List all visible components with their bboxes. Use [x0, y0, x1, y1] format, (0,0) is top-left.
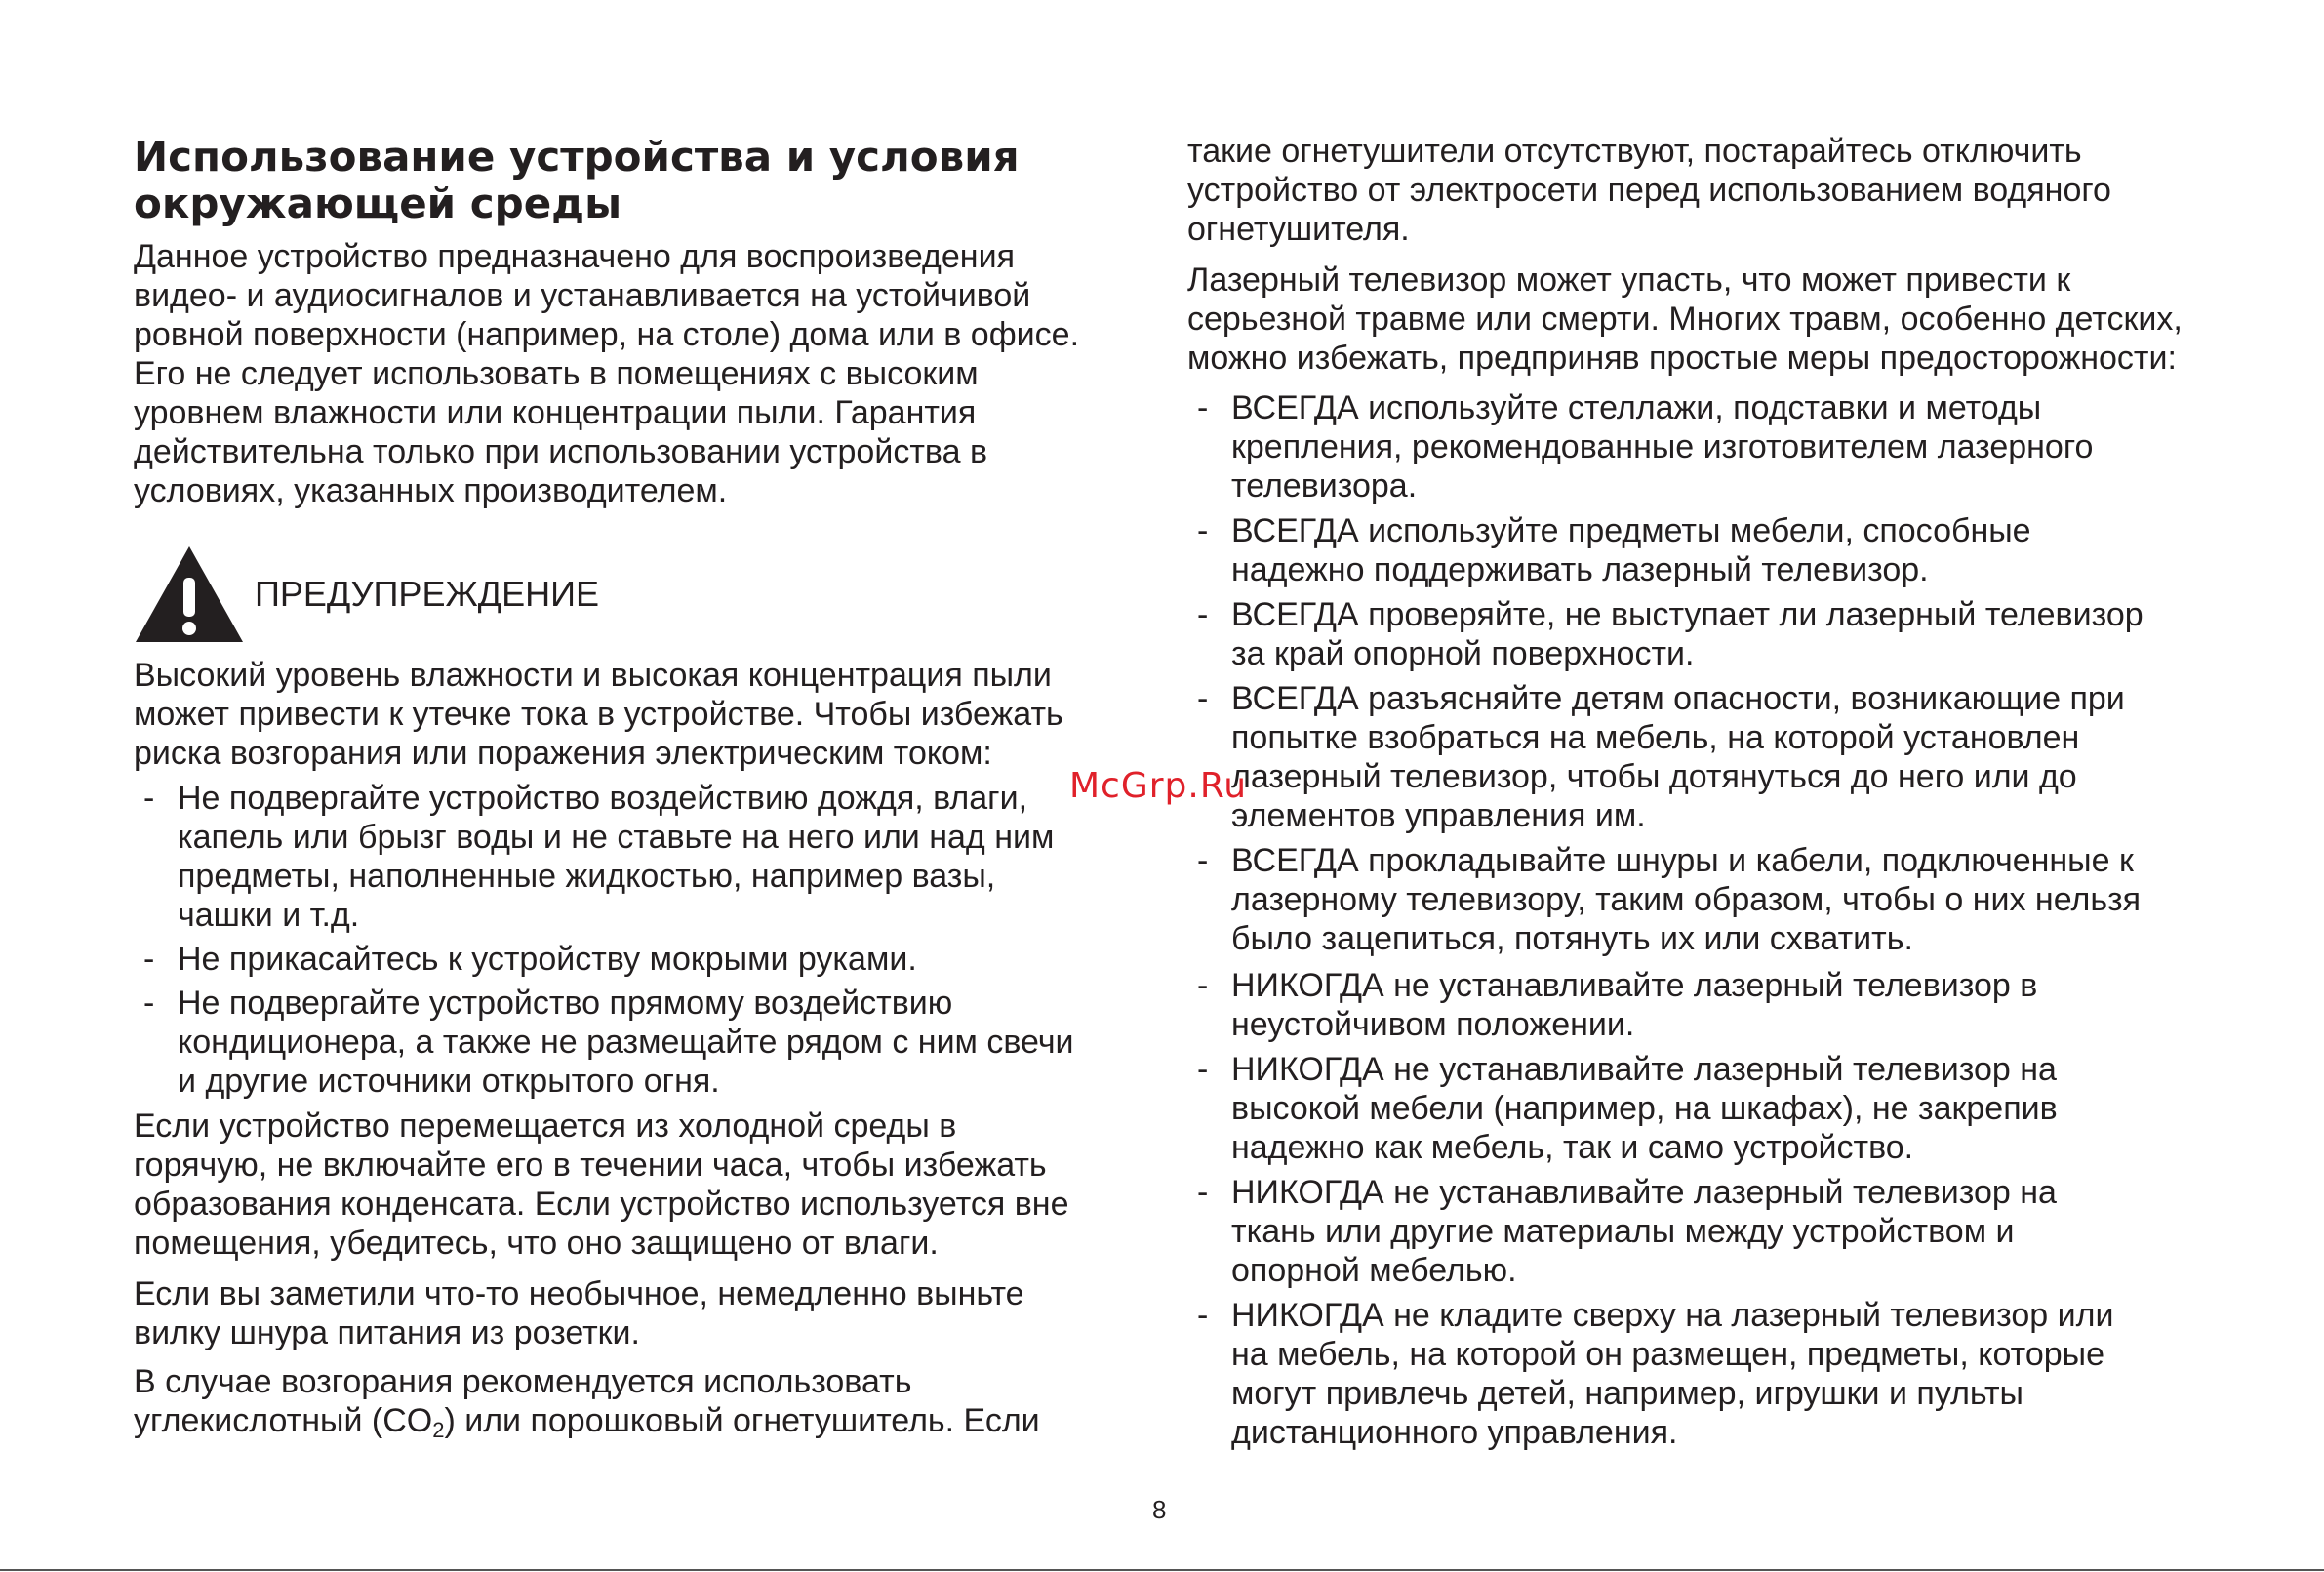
text-line: чашки и т.д.: [178, 897, 360, 934]
text-line: ровной поверхности (например, на столе) дома или в офисе.: [134, 316, 1080, 353]
text-line: Данное устройство предназначено для воспроизведения: [134, 238, 1015, 275]
text-line: риска возгорания или поражения электрическим током:: [134, 735, 992, 772]
page-number: 8: [1152, 1495, 1167, 1524]
text-line: кондиционера, а также не размещайте рядом с ним свечи: [178, 1024, 1074, 1061]
text-line: Высокий уровень влажности и высокая концентрация пыли: [134, 657, 1052, 694]
text-line: ВСЕГДА разъясняйте детям опасности, возникающие при: [1231, 680, 2125, 717]
bullet-dash: -: [1197, 596, 1209, 633]
text-line: [134, 1401, 1148, 1440]
text-line: огнетушителя.: [1187, 211, 1410, 248]
title-line: окружающей среды: [134, 180, 622, 227]
continuation-paragraph: [1187, 132, 2222, 249]
bullet-dash: -: [1197, 1174, 1209, 1211]
bullet-dash: -: [143, 941, 155, 978]
text-line: надежно как мебель, так и само устройство.: [1231, 1129, 1914, 1166]
text-line: высокой мебели (например, на шкафах), не закрепив: [1231, 1090, 2058, 1127]
text-line: можно избежать, предприняв простые меры предосторожности:: [1187, 340, 2177, 377]
text-line: крепления, рекомендованные изготовителем лазерного: [1231, 428, 2094, 465]
warning-triangle-icon: [134, 544, 245, 644]
text-line: вилку шнура питания из розетки.: [134, 1314, 640, 1351]
text-line: ВСЕГДА прокладывайте шнуры и кабели, подключенные к: [1231, 842, 2134, 879]
text-line: серьезной травме или смерти. Многих травм, особенно детских,: [1187, 301, 2183, 338]
bottom-divider: [0, 1569, 2324, 1571]
text-line: НИКОГДА не кладите сверху на лазерный телевизор или: [1231, 1297, 2114, 1334]
text-line: опорной мебелью.: [1231, 1252, 1517, 1289]
fire-text-start: углекислотный (CO: [134, 1402, 433, 1439]
watermark: McGrp.Ru: [1069, 766, 1248, 806]
bullet-dash: -: [1197, 1297, 1209, 1334]
text-line: Лазерный телевизор может упасть, что может привести к: [1187, 262, 2071, 299]
text-line: ВСЕГДА проверяйте, не выступает ли лазерный телевизор: [1231, 596, 2144, 633]
text-line: НИКОГДА не устанавливайте лазерный телевизор на: [1231, 1174, 2057, 1211]
text-line: Его не следует использовать в помещениях с высоким: [134, 355, 979, 392]
text-line: НИКОГДА не устанавливайте лазерный телевизор в: [1231, 967, 2038, 1004]
warning-heading: [134, 544, 817, 644]
text-line: попытке взобраться на мебель, на которой установлен: [1231, 719, 2080, 756]
text-line: Если вы заметили что-то необычное, немедленно выньте: [134, 1275, 1024, 1312]
text-line: на мебель, на которой он размещен, предметы, которые: [1231, 1336, 2105, 1373]
text-line: помещения, убедитесь, что оно защищено от влаги.: [134, 1225, 939, 1262]
warning-label: ПРЕДУПРЕЖДЕНИЕ: [255, 574, 599, 614]
text-line: НИКОГДА не устанавливайте лазерный телевизор на: [1231, 1051, 2057, 1088]
text-line: элементов управления им.: [1231, 797, 1646, 834]
co2-subscript: 2: [432, 1418, 445, 1442]
text-line: Если устройство перемещается из холодной среды в: [134, 1108, 957, 1145]
fire-text-end: ) или порошковый огнетушитель. Если: [444, 1402, 1040, 1439]
text-line: устройство от электросети перед использованием водяного: [1187, 172, 2111, 209]
text-line: ткань или другие материалы между устройством и: [1231, 1213, 2015, 1250]
title-line: Использование устройства и условия: [134, 133, 1020, 181]
tipping-paragraph: [1187, 261, 2222, 378]
text-line: горячую, не включайте его в течении часа, чтобы избежать: [134, 1147, 1047, 1184]
text-line: такие огнетушители отсутствуют, постарайтесь отключить: [1187, 133, 2082, 170]
text-line: и другие источники открытого огня.: [178, 1063, 720, 1100]
page-title: [134, 134, 1020, 227]
bullet-dash: -: [1197, 1051, 1209, 1088]
unusual-paragraph: [134, 1274, 1148, 1352]
intro-paragraph: [134, 237, 1148, 510]
text-line: надежно поддерживать лазерный телевизор.: [1231, 551, 1929, 588]
text-line: образования конденсата. Если устройство используется вне: [134, 1186, 1069, 1223]
text-line: условиях, указанных производителем.: [134, 472, 728, 509]
text-line: предметы, наполненные жидкостью, например вазы,: [178, 858, 996, 895]
bullet-dash: -: [1197, 842, 1209, 879]
text-line: было зацепиться, потянуть их или схватить.: [1231, 920, 1913, 957]
text-line: В случае возгорания рекомендуется использовать: [134, 1363, 912, 1400]
text-line: Не подвергайте устройство воздействию дождя, влаги,: [178, 780, 1028, 817]
text-line: дистанционного управления.: [1231, 1414, 1678, 1451]
fire-paragraph: [134, 1362, 1148, 1440]
warning-intro: [134, 656, 1148, 773]
bullet-dash: -: [1197, 512, 1209, 549]
bullet-dash: -: [143, 985, 155, 1022]
bullet-dash: -: [143, 780, 155, 817]
bullet-dash: -: [1197, 680, 1209, 717]
bullet-dash: -: [1197, 389, 1209, 426]
text-line: могут привлечь детей, например, игрушки и пульты: [1231, 1375, 2023, 1412]
text-line: телевизора.: [1231, 467, 1418, 504]
text-line: лазерному телевизору, таким образом, чтобы о них нельзя: [1231, 881, 2142, 918]
text-line: ВСЕГДА используйте предметы мебели, способные: [1231, 512, 2031, 549]
text-line: капель или брызг воды и не ставьте на него или над ним: [178, 819, 1055, 856]
text-line: неустойчивом положении.: [1231, 1006, 1635, 1043]
bullet-dash: -: [1197, 967, 1209, 1004]
text-line: Не прикасайтесь к устройству мокрыми руками.: [178, 941, 917, 978]
text-line: за край опорной поверхности.: [1231, 635, 1695, 672]
text-line: действительна только при использовании устройства в: [134, 433, 988, 470]
text-line: может привести к утечке тока в устройстве. Чтобы избежать: [134, 696, 1063, 733]
text-line: лазерный телевизор, чтобы дотянуться до него или до: [1231, 758, 2077, 795]
text-line: уровнем влажности или концентрации пыли. Гарантия: [134, 394, 977, 431]
text-line: Не подвергайте устройство прямому воздействию: [178, 985, 953, 1022]
text-line: ВСЕГДА используйте стеллажи, подставки и методы: [1231, 389, 2042, 426]
text-line: видео- и аудиосигналов и устанавливается на устойчивой: [134, 277, 1031, 314]
cold-environment-paragraph: [134, 1107, 1148, 1263]
